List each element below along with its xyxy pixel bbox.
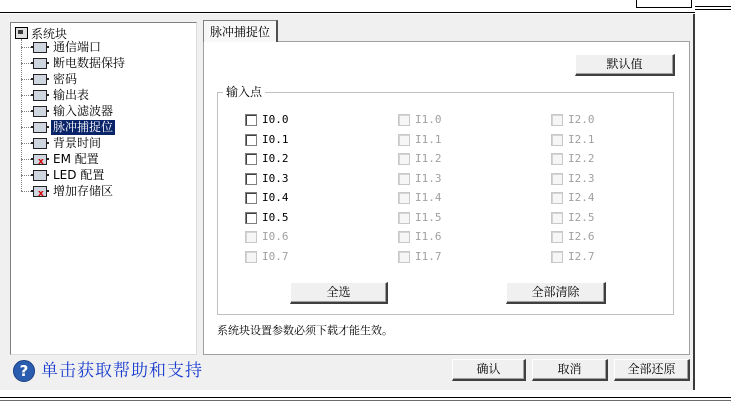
tree-item-label: LED 配置 bbox=[53, 167, 105, 182]
tree-item-pulse-catch[interactable] bbox=[21, 119, 115, 135]
background-window-button bbox=[636, 0, 692, 8]
help-icon[interactable]: ? bbox=[13, 360, 35, 382]
checkbox-label: I1.1 bbox=[415, 133, 442, 146]
checkbox-label: I1.6 bbox=[415, 230, 442, 243]
checkbox-label: I1.5 bbox=[415, 211, 442, 224]
default-button[interactable]: 默认值 bbox=[575, 54, 675, 76]
background-window-line bbox=[0, 12, 731, 13]
checkbox-label: I2.7 bbox=[568, 250, 595, 263]
checkbox-label: I2.4 bbox=[568, 191, 595, 204]
checkbox-i0-3[interactable] bbox=[245, 173, 257, 185]
checkbox-label: I0.4 bbox=[262, 191, 289, 204]
tab-pulse-catch[interactable]: 脉冲捕捉位 bbox=[203, 20, 278, 42]
checkbox-label: I0.3 bbox=[262, 172, 289, 185]
checkbox-label: I0.7 bbox=[262, 250, 289, 263]
tree-item-label: 背景时间 bbox=[53, 135, 102, 150]
checkbox-label: I1.7 bbox=[415, 250, 442, 263]
download-note: 系统块设置参数必须下载才能生效。 bbox=[217, 324, 393, 337]
tree-item-comm-port[interactable] bbox=[21, 39, 103, 55]
checkbox-i2-2 bbox=[551, 153, 563, 165]
module-icon bbox=[33, 90, 47, 101]
checkbox-i1-3 bbox=[398, 173, 410, 185]
module-icon bbox=[33, 58, 47, 69]
tree-item-em-config[interactable] bbox=[21, 151, 101, 167]
module-icon bbox=[33, 122, 47, 133]
checkbox-label: I0.1 bbox=[262, 133, 289, 146]
error-x-icon: x bbox=[38, 189, 44, 199]
tree-item-label: 输入滤波器 bbox=[53, 103, 114, 118]
tree-item-label: EM 配置 bbox=[53, 151, 99, 166]
checkbox-label: I1.2 bbox=[415, 152, 442, 165]
tree-item-label: 脉冲捕捉位 bbox=[53, 119, 114, 134]
tree-item-add-memory[interactable] bbox=[21, 183, 115, 199]
system-block-tree[interactable] bbox=[10, 22, 197, 355]
checkbox-i0-6 bbox=[245, 231, 257, 243]
checkbox-label: I0.5 bbox=[262, 211, 289, 224]
tree-item-label: 密码 bbox=[53, 71, 78, 86]
module-icon bbox=[33, 138, 47, 149]
checkbox-label: I0.0 bbox=[262, 113, 289, 126]
checkbox-label: I2.1 bbox=[568, 133, 595, 146]
checkbox-label: I2.2 bbox=[568, 152, 595, 165]
cancel-button[interactable]: 取消 bbox=[532, 359, 608, 381]
checkbox-label: I0.2 bbox=[262, 152, 289, 165]
error-x-icon: x bbox=[38, 157, 44, 167]
checkbox-label: I2.6 bbox=[568, 230, 595, 243]
checkbox-i0-1[interactable] bbox=[245, 134, 257, 146]
system-block-icon bbox=[15, 27, 28, 39]
checkbox-i2-1 bbox=[551, 134, 563, 146]
ok-button[interactable]: 确认 bbox=[452, 359, 526, 381]
checkbox-i1-5 bbox=[398, 212, 410, 224]
checkbox-i2-4 bbox=[551, 192, 563, 204]
checkbox-label: I0.6 bbox=[262, 230, 289, 243]
checkbox-i0-7 bbox=[245, 251, 257, 263]
checkbox-i1-1 bbox=[398, 134, 410, 146]
checkbox-i1-0 bbox=[398, 114, 410, 126]
checkbox-i0-0[interactable] bbox=[245, 114, 257, 126]
checkbox-i2-5 bbox=[551, 212, 563, 224]
checkbox-i1-6 bbox=[398, 231, 410, 243]
module-icon bbox=[33, 42, 47, 53]
checkbox-i2-7 bbox=[551, 251, 563, 263]
checkbox-i0-4[interactable] bbox=[245, 192, 257, 204]
input-points-label: 输入点 bbox=[223, 85, 265, 99]
tree-item-input-filter[interactable] bbox=[21, 103, 115, 119]
tree-item-password[interactable] bbox=[21, 71, 79, 87]
checkbox-i1-7 bbox=[398, 251, 410, 263]
checkbox-i1-2 bbox=[398, 153, 410, 165]
checkbox-label: I2.5 bbox=[568, 211, 595, 224]
checkbox-i2-0 bbox=[551, 114, 563, 126]
checkbox-label: I1.3 bbox=[415, 172, 442, 185]
restore-all-button[interactable]: 全部还原 bbox=[614, 359, 690, 381]
tree-item-label: 断电数据保持 bbox=[53, 55, 126, 70]
background-window-right bbox=[695, 0, 731, 410]
checkbox-i2-3 bbox=[551, 173, 563, 185]
checkbox-label: I1.0 bbox=[415, 113, 442, 126]
checkbox-i2-6 bbox=[551, 231, 563, 243]
module-icon bbox=[33, 74, 47, 85]
tree-item-output-table[interactable] bbox=[21, 87, 91, 103]
tree-item-led-config[interactable] bbox=[21, 167, 106, 183]
tree-item-label: 增加存储区 bbox=[53, 183, 114, 198]
module-icon bbox=[33, 170, 47, 181]
checkbox-i0-5[interactable] bbox=[245, 212, 257, 224]
tree-item-retentive[interactable] bbox=[21, 55, 127, 71]
tree-item-label: 输出表 bbox=[53, 87, 90, 102]
module-icon bbox=[33, 106, 47, 117]
checkbox-label: I2.0 bbox=[568, 113, 595, 126]
clear-all-button[interactable]: 全部清除 bbox=[506, 282, 606, 304]
tree-root-label: 系统块 bbox=[31, 26, 68, 41]
checkbox-i1-4 bbox=[398, 192, 410, 204]
checkbox-label: I2.3 bbox=[568, 172, 595, 185]
tree-item-label: 通信端口 bbox=[53, 39, 102, 54]
select-all-button[interactable]: 全选 bbox=[290, 282, 388, 304]
tree-item-background-time[interactable] bbox=[21, 135, 103, 151]
checkbox-label: I1.4 bbox=[415, 191, 442, 204]
background-window-bottom bbox=[0, 390, 731, 410]
checkbox-i0-2[interactable] bbox=[245, 153, 257, 165]
help-link[interactable]: 单击获取帮助和支持 bbox=[41, 361, 203, 381]
